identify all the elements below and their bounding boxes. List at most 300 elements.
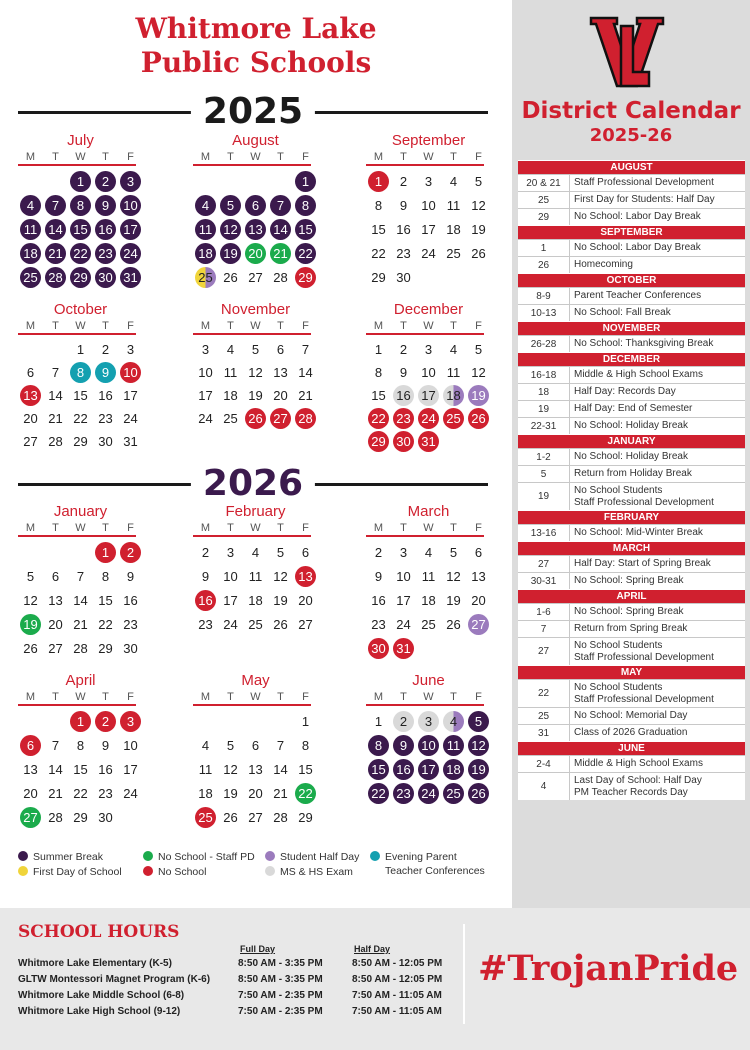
weekday-header [18,150,143,164]
event-date: 27 [518,638,570,665]
calendar-day: 13 [48,592,63,608]
calendar-day: 22 [368,408,389,429]
calendar-day: 10 [421,365,436,380]
weekday-label: T [277,522,284,534]
month-name: November [220,301,291,318]
event-month-header: SEPTEMBER [518,225,745,239]
calendar-day: 3 [120,711,141,732]
calendar-day: 16 [393,759,414,780]
calendar-day: 5 [26,568,35,584]
calendar-day: 11 [195,219,216,240]
calendar-day: 23 [371,616,386,632]
calendar-day: 26 [446,616,461,632]
event-row [518,707,745,724]
calendar-day: 18 [446,221,461,237]
weekday-label: F [302,691,309,703]
legend-item-exam [265,865,353,879]
event-row [518,191,745,208]
calendar-day: 30 [123,640,138,656]
calendar-day: 24 [120,243,141,264]
calendar-day: 4 [424,544,433,560]
calendar-day: 1 [70,711,91,732]
calendar-day: 19 [220,243,241,264]
weekday-label: F [127,691,134,703]
month-name: February [225,503,286,520]
weekday-label: M [373,320,384,332]
calendar-day: 18 [195,243,216,264]
calendar-day: 23 [393,408,414,429]
calendar-day: 8 [374,365,383,380]
event-month-header: DECEMBER [518,352,745,366]
event-date: 27 [518,556,570,572]
weekday-label: F [475,522,482,534]
school-hours-title: SCHOOL HOURS [18,922,180,942]
calendar-day: 16 [123,592,138,608]
calendar-day: 24 [418,783,439,804]
calendar-day: 14 [48,761,63,777]
events-table [518,160,745,800]
calendar-day: 30 [393,431,414,452]
event-date: 2-4 [518,756,570,772]
calendar-day: 2 [399,173,408,189]
event-row [518,620,745,637]
calendar-day: 21 [48,411,63,426]
calendar-day: 13 [471,568,486,584]
calendar-day: 17 [123,388,138,403]
calendar-day: 23 [95,243,116,264]
legend-label: MS & HS Exam [280,866,353,878]
calendar-day: 12 [471,197,486,213]
school-title-line1: Whitmore Lake [135,12,377,45]
calendar-day: 2 [95,711,116,732]
calendar-day: 4 [226,342,235,357]
calendar-day: 26 [223,809,238,825]
divider [463,924,465,1024]
legend-swatch [370,851,380,861]
event-text: Half Day: End of Semester [574,403,693,414]
month-may [193,672,318,829]
weekday-header [193,319,318,333]
weekday-label: T [450,151,457,163]
event-text: No School: Memorial Day [574,710,688,721]
calendar-day: 9 [393,735,414,756]
weekday-label: T [227,151,234,163]
calendar-day: 6 [51,568,60,584]
event-date: 25 [518,192,570,208]
month-name: October [53,301,108,318]
event-date: 16-18 [518,367,570,383]
calendar-day: 15 [298,761,313,777]
weekday-label: M [25,522,36,534]
calendar-day: 6 [20,735,41,756]
calendar-day: 15 [295,219,316,240]
calendar-day: 28 [295,408,316,429]
calendar-day: 5 [226,737,235,753]
year-label-2025: 2025 [191,92,315,132]
calendar-day: 13 [245,219,266,240]
calendar-day: 5 [474,342,483,357]
calendar-day: 15 [371,388,386,403]
calendar-day: 2 [101,342,110,357]
calendar-day: 12 [273,568,288,584]
day-grid [193,338,318,430]
calendar-day: 13 [273,365,288,380]
weekday-label: W [75,320,86,332]
weekday-label: T [277,691,284,703]
legend-label: Evening Parent Teacher Conferences [385,851,485,877]
calendar-day: 8 [101,568,110,584]
legend-swatch [143,866,153,876]
calendar-day: 17 [418,385,439,406]
calendar-day: 16 [396,221,411,237]
calendar-day: 29 [73,434,88,449]
event-date: 29 [518,209,570,225]
calendar-day: 2 [95,171,116,192]
month-august [193,132,318,289]
weekday-header [366,150,491,164]
day-grid [366,540,491,660]
calendar-day: 20 [248,785,263,801]
month-name: April [65,672,96,689]
calendar-day: 4 [449,342,458,357]
weekday-header [18,690,143,704]
event-text: No School: Spring Break [574,575,684,586]
weekday-header [366,521,491,535]
calendar-day: 30 [396,269,411,285]
calendar-day: 14 [298,365,313,380]
weekday-label: W [250,151,261,163]
month-march [366,503,491,660]
calendar-day: 26 [468,408,489,429]
calendar-day: 30 [98,434,113,449]
weekday-label: T [102,522,109,534]
day-grid [366,709,491,805]
calendar-day: 19 [468,385,489,406]
school-hours-row [18,974,458,990]
calendar-day: 31 [418,431,439,452]
month-rule [18,333,136,335]
calendar-day: 10 [421,197,436,213]
calendar-day: 1 [374,342,383,357]
event-text: Homecoming [574,259,633,270]
weekday-label: T [450,320,457,332]
legend-swatch [18,866,28,876]
calendar-day: 4 [201,737,210,753]
calendar-day: 24 [223,616,238,632]
calendar-day: 29 [298,809,313,825]
calendar-day: 11 [446,197,461,213]
calendar-day: 8 [301,737,310,753]
event-text: Staff Professional Development [574,177,714,188]
weekday-label: M [200,151,211,163]
calendar-day: 1 [368,171,389,192]
calendar-day: 15 [73,388,88,403]
event-date: 18 [518,384,570,400]
calendar-day: 15 [73,761,88,777]
event-date: 8-9 [518,288,570,304]
half-day-hours: 8:50 AM - 12:05 PM [352,974,443,985]
event-text: No School: Holiday Break [574,451,688,462]
event-row [518,679,745,707]
calendar-day: 6 [245,195,266,216]
calendar-day: 21 [45,243,66,264]
weekday-label: F [127,320,134,332]
calendar-day: 22 [295,243,316,264]
weekday-label: T [52,320,59,332]
legend-swatch [143,851,153,861]
weekday-label: M [200,691,211,703]
calendar-day: 17 [120,219,141,240]
calendar-day: 12 [23,592,38,608]
calendar-day: 3 [226,544,235,560]
event-text: No School Students Staff Professional Development [574,484,714,508]
calendar-day: 28 [48,434,63,449]
event-date: 7 [518,621,570,637]
calendar-day: 11 [248,568,263,584]
calendar-day: 8 [70,195,91,216]
calendar-day: 7 [76,568,85,584]
calendar-day: 23 [98,411,113,426]
event-date: 19 [518,401,570,417]
calendar-day: 23 [396,245,411,261]
calendar-day: 18 [223,388,238,403]
month-name: December [393,301,464,318]
calendar-day: 11 [443,735,464,756]
calendar-day: 5 [468,711,489,732]
month-rule [18,704,136,706]
calendar-day: 28 [273,269,288,285]
month-rule [366,164,484,166]
calendar-day: 29 [295,267,316,288]
weekday-label: T [102,320,109,332]
calendar-day: 3 [424,342,433,357]
calendar-day: 15 [70,219,91,240]
event-row [518,724,745,741]
weekday-label: T [102,151,109,163]
month-rule [193,535,311,537]
calendar-day: 9 [399,197,408,213]
month-september [366,132,491,289]
hashtag: #TrojanPride [478,948,739,989]
event-text: No School: Holiday Break [574,420,688,431]
weekday-label: M [200,320,211,332]
day-grid [18,540,143,660]
calendar-day: 13 [248,761,263,777]
district-calendar-subtitle: 2025-26 [589,125,673,146]
calendar-day: 27 [468,614,489,635]
weekday-label: F [475,691,482,703]
school-hours-row [18,1006,458,1022]
calendar-day: 13 [295,566,316,587]
calendar-day: 27 [270,408,291,429]
weekday-label: T [102,691,109,703]
calendar-day: 8 [76,737,85,753]
calendar-day: 25 [223,411,238,426]
calendar-day: 12 [471,365,486,380]
event-row [518,755,745,772]
school-name: Whitmore Lake Elementary (K-5) [18,958,172,969]
legend-item-summer [18,850,103,864]
calendar-day: 3 [201,342,210,357]
calendar-day: 31 [123,434,138,449]
calendar-day: 27 [48,640,63,656]
day-grid [366,169,491,289]
calendar-day: 21 [298,388,313,403]
calendar-day: 20 [273,388,288,403]
event-month-header: MAY [518,665,745,679]
calendar-day: 9 [95,362,116,383]
event-row [518,256,745,273]
event-row [518,304,745,321]
weekday-label: F [475,320,482,332]
weekday-label: W [423,691,434,703]
month-name: March [407,503,450,520]
calendar-day: 8 [368,735,389,756]
calendar-day: 16 [95,219,116,240]
weekday-label: T [52,151,59,163]
weekday-label: F [127,151,134,163]
legend-label: Summer Break [33,851,104,863]
calendar-day: 4 [195,195,216,216]
weekday-label: T [52,522,59,534]
weekday-label: W [423,151,434,163]
calendar-day: 10 [120,195,141,216]
calendar-day: 6 [474,544,483,560]
calendar-day: 12 [223,761,238,777]
calendar-day: 12 [220,219,241,240]
weekday-label: T [227,320,234,332]
calendar-day: 5 [220,195,241,216]
calendar-day: 24 [123,785,138,801]
weekday-label: W [75,691,86,703]
event-text: No School: Labor Day Break [574,242,701,253]
calendar-day: 27 [23,434,38,449]
event-text: Return from Spring Break [574,623,688,634]
weekday-label: W [75,522,86,534]
calendar-day: 19 [20,614,41,635]
calendar-day: 8 [374,197,383,213]
calendar-day: 21 [48,785,63,801]
weekday-label: W [250,691,261,703]
school-hours-panel [0,908,750,1050]
event-date: 22-31 [518,418,570,434]
calendar-day: 6 [276,342,285,357]
event-text: Class of 2026 Graduation [574,727,688,738]
event-text: Return from Holiday Break [574,468,692,479]
event-row [518,772,745,800]
calendar-day: 26 [23,640,38,656]
calendar-day: 26 [273,616,288,632]
weekday-label: T [400,320,407,332]
calendar-day: 28 [45,267,66,288]
calendar-day: 11 [223,365,238,380]
calendar-day: 6 [301,544,310,560]
calendar-day: 25 [195,267,216,288]
weekday-label: M [373,151,384,163]
calendar-day: 22 [371,245,386,261]
calendar-day: 8 [70,362,91,383]
calendar-day: 20 [471,592,486,608]
calendar-day: 1 [76,342,85,357]
calendar-day: 17 [418,759,439,780]
event-text: Middle & High School Exams [574,369,703,380]
event-row [518,383,745,400]
legend-label: No School - Staff PD [158,851,255,863]
weekday-header [366,690,491,704]
calendar-day: 16 [195,590,216,611]
calendar-day: 22 [70,243,91,264]
weekday-label: M [200,522,211,534]
weekday-header [193,150,318,164]
month-october [18,301,143,453]
year-label-2026: 2026 [191,464,315,504]
calendar-day: 18 [421,592,436,608]
full-day-hours: 7:50 AM - 2:35 PM [238,1006,323,1017]
calendar-day: 1 [95,542,116,563]
event-text: Parent Teacher Conferences [574,290,702,301]
calendar-day: 13 [23,761,38,777]
calendar-day: 17 [421,221,436,237]
calendar-day: 19 [273,592,288,608]
weekday-label: F [302,320,309,332]
event-text: No School: Thanksgiving Break [574,338,714,349]
calendar-day: 17 [223,592,238,608]
month-name: January [53,503,108,520]
weekday-label: T [400,522,407,534]
calendar-day: 5 [474,173,483,189]
calendar-day: 17 [123,761,138,777]
event-row [518,465,745,482]
calendar-day: 20 [298,592,313,608]
calendar-day: 2 [201,544,210,560]
calendar-day: 17 [396,592,411,608]
calendar-day: 1 [70,171,91,192]
calendar-day: 7 [51,737,60,753]
month-rule [193,333,311,335]
event-row [518,524,745,541]
month-rule [18,164,136,166]
calendar-day: 10 [396,568,411,584]
event-month-header: NOVEMBER [518,321,745,335]
legend-item-half-day [265,850,359,864]
event-row [518,366,745,383]
calendar-day: 19 [471,221,486,237]
day-grid [18,709,143,829]
school-title [0,12,512,80]
calendar-day: 1 [374,713,383,729]
calendar-day: 11 [198,761,213,777]
calendar-day: 7 [276,737,285,753]
event-date: 19 [518,483,570,510]
calendar-day: 29 [371,269,386,285]
calendar-day: 25 [443,408,464,429]
event-text: No School: Labor Day Break [574,211,701,222]
calendar-day: 5 [276,544,285,560]
calendar-day: 15 [371,221,386,237]
calendar-day: 28 [73,640,88,656]
calendar-day: 2 [393,711,414,732]
calendar-day: 16 [98,388,113,403]
calendar-day: 1 [295,171,316,192]
calendar-day: 4 [443,711,464,732]
calendar-day: 25 [20,267,41,288]
event-date: 1 [518,240,570,256]
year-divider-2026 [18,464,488,504]
weekday-label: F [475,151,482,163]
month-name: August [232,132,279,149]
day-grid [366,338,491,453]
calendar-day: 24 [421,245,436,261]
